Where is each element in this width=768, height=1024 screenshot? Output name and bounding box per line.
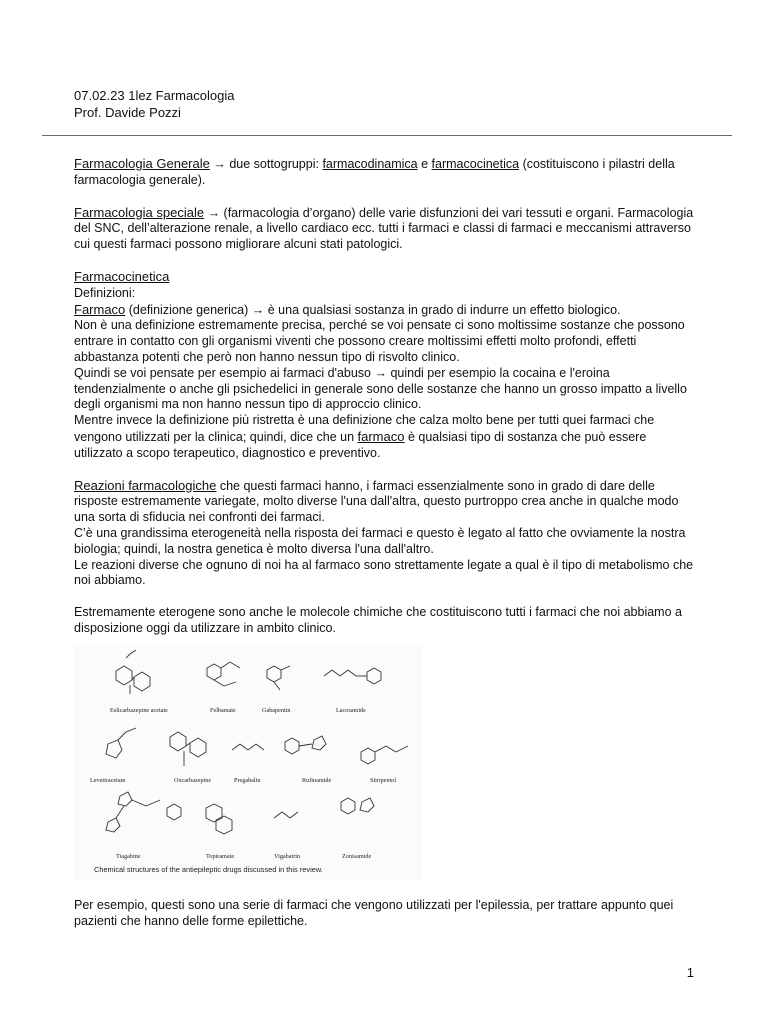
text-span: (costituiscono i pilastri della farmacologia generale). (74, 157, 675, 187)
paragraph-farmacocinetica (74, 269, 698, 462)
drug-label: Zonisamide (342, 853, 372, 860)
drug-label: Levetiracetam (90, 777, 126, 784)
section-heading-farmacocinetica: Farmacocinetica (74, 268, 170, 284)
page-number: 1 (686, 965, 694, 980)
text-span: quindi per esempio la cocaina e l'eroina tendenzialmente o anche gli psichedelici in generale sono delle sostanze che hanno un grosso impatto a livello degli organismi ma non hanno nessun tipo di approccio clinico. (74, 365, 687, 412)
professor-name: Prof. Davide Pozzi (74, 105, 181, 120)
drug-label: Stiripentol (370, 777, 397, 784)
antiepileptic-structures-figure (74, 646, 422, 880)
term-reazioni-farmacologiche: Reazioni farmacologiche (74, 477, 217, 493)
drug-label: Topiramate (206, 853, 235, 860)
document-body (74, 156, 698, 653)
term-farmaco-inline: farmaco (357, 428, 405, 444)
drug-label: Eslicarbazepine acetate (110, 707, 168, 714)
drug-label: Vigabatrin (274, 853, 301, 860)
text-span: Non è una definizione estremamente precisa, perché se voi pensate ci sono moltissime sostanze che possono entrare in contatto con gli organismi viventi che possono creare moltissimi effetti molto profondi, effetti abbastanza potenti che però non hanno nessun tipo di risvolto clinico. (74, 318, 685, 364)
text-span: Le reazioni diverse che ognuno di noi ha al farmaco sono strettamente legate a qual è il tipo di metabolismo che noi abbiamo. (74, 557, 694, 588)
text-span: Quindi se voi pensate per esempio ai farmaci d'abuso (74, 365, 375, 380)
text-span: è una qualsiasi sostanza in grado di indurre un effetto biologico. (264, 302, 621, 317)
drug-label: Pregabalin (234, 777, 261, 784)
text-span: C’è una grandissima eterogeneità nella risposta dei farmaci e questo è legato al fatto che ovviamente la nostra biologia; quindi, la nostra genetica è molto diversa l'una dall'altro. (74, 525, 686, 556)
arrow-icon: → (374, 365, 387, 380)
term-farmacologia-speciale: Farmacologia speciale (74, 204, 205, 220)
lecture-title: 07.02.23 1lez Farmacologia (74, 88, 235, 103)
figure-caption: Chemical structures of the antiepileptic drugs discussed in this review. (94, 865, 323, 874)
text-span: (definizione generica) (125, 302, 252, 317)
text-span: è qualsiasi tipo di sostanza che può essere utilizzato a scopo terapeutico, diagnostico e preventivo. (74, 429, 647, 460)
definitions-label: Definizioni: (74, 285, 136, 300)
term-farmacocinetica: farmacocinetica (431, 157, 520, 171)
drug-label: Rufinamide (302, 777, 332, 784)
text-span: e (417, 157, 432, 171)
text-span: Per esempio, questi sono una serie di farmaci che vengono utilizzati per l'epilessia, per trattare appunto quei pazienti che hanno delle forme epilettiche. (74, 898, 674, 928)
header-divider (42, 135, 732, 136)
arrow-icon: → (251, 302, 265, 317)
term-farmacodinamica: farmacodinamica (322, 157, 418, 171)
paragraph-molecole (74, 605, 698, 637)
drug-label: Lacosamide (336, 707, 366, 714)
text-span: Mentre invece la definizione più ristretta è una definizione che calza molto bene per tutti quei farmaci che vengono utilizzati per la clinica; quindi, dice che un (74, 413, 655, 444)
arrow-icon: → (213, 157, 226, 171)
drug-label: Felbamate (210, 707, 236, 714)
paragraph-epilessia (74, 898, 698, 930)
arrow-icon: → (207, 205, 221, 220)
drug-label: Oxcarbazepine (174, 777, 212, 784)
paragraph-farmacologia-speciale (74, 205, 698, 253)
document-header (74, 87, 234, 121)
text-span: Estremamente eterogene sono anche le molecole chimiche che costituiscono tutti i farmaci che noi abbiamo a disposizione oggi da utilizzare in ambito clinico. (74, 605, 682, 635)
drug-label: Gabapentin (262, 707, 291, 714)
paragraph-reazioni-farmacologiche (74, 478, 698, 590)
paragraph-farmacologia-generale (74, 156, 698, 189)
term-farmacologia-generale: Farmacologia Generale (74, 156, 210, 171)
drug-label: Tiagabine (116, 853, 141, 860)
text-span: due sottogruppi: (225, 157, 323, 171)
term-farmaco: Farmaco (74, 301, 126, 317)
text-span: che questi farmaci hanno, i farmaci essenzialmente sono in grado di dare delle risposte estremamente variegate, molto diverse l'una dall'altra, questo purtroppo crea anche in qualche modo una sorta di sfiducia nei confronti dei farmaci. (74, 478, 679, 525)
text-span: (farmacologia d’organo) delle varie disfunzioni dei vari tessuti e organi. Farmacologia del SNC, dell’alterazione renale, a livello cardiaco ecc. tutti i farmaci e classi di farmaci e meccanismi attraverso cui questi farmaci possono migliorare alcuni stati patologici. (74, 205, 694, 252)
chemical-structures-image (74, 646, 422, 880)
